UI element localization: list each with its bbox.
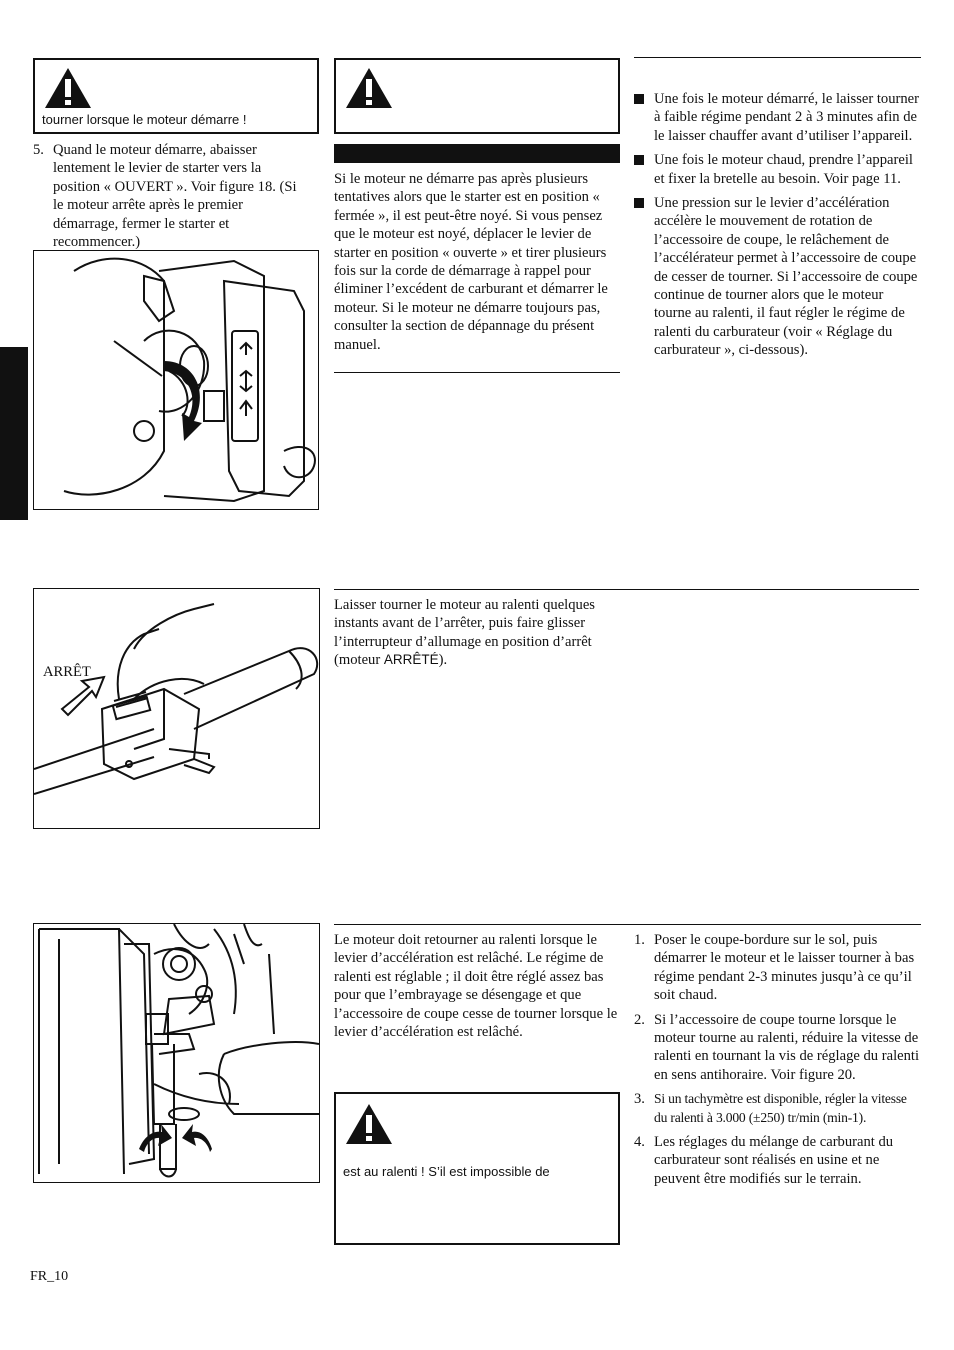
list-item: 2. Si l’accessoire de coupe tourne lorsque le moteur tourne au ralenti, réduire la vitesse de ralenti en tournant la vis de réglage du ralenti en sens antihoraire. Voir figure 20. (634, 1011, 920, 1083)
figure-20-idle-screw (33, 923, 320, 1183)
warm-up-list (634, 90, 921, 366)
divider (634, 57, 921, 58)
divider (334, 372, 620, 373)
bullet-square-icon (634, 155, 644, 165)
stop-engine-text: Laisser tourner le moteur au ralenti quelques instants avant de l’arrêter, puis faire glisser l’interrupteur d’allumage en position d’arrêt (moteur ARRÊTÉ). (334, 597, 595, 669)
list-item: 3. Si un tachymètre est disponible, régler la vitesse du ralenti à 3.000 (±250) tr/min (min-1). (634, 1091, 907, 1125)
figure-18-choke-lever (33, 250, 319, 510)
idle-adjust-text: Le moteur doit retourner au ralenti lorsque le levier d’accélération est relâché. Le régime de ralenti est réglable ; il doit être réglé assez bas pour que l’embrayage se désengage et que l’accessoire de coupe cesse de tourner lorsque le levier d’accélération est relâché. (334, 932, 618, 1041)
list-item: 1. Poser le coupe-bordure sur le sol, puis démarrer le moteur et le laisser tourner à bas régime pendant 2-3 minutes jusqu’à ce qu’il soit chaud. (634, 932, 915, 1004)
flooded-engine-text: Si le moteur ne démarre pas après plusieurs tentatives alors que le starter est en position « fermée », il est peut-être noyé. Si vous pensez que le moteur est noyé, déplacer le levier de starter en position « ouverte » et tirer plusieurs fois sur la corde de démarrage à rappel pour éliminer l’excédent de carburant et démarrer le moteur. Si le moteur ne démarre toujours pas, consulter la section de dépannage du présent manuel. (334, 171, 608, 353)
divider (334, 924, 921, 925)
list-item: Une fois le moteur chaud, prendre l’appareil et fixer la bretelle au besoin. Voir page 11. (634, 151, 921, 188)
list-item: Une pression sur le levier d’accélération accélère le mouvement de rotation de l’accessoire de coupe, le relâchement de l’accélérateur permet à l’accessoire de coupe de cesser de tourner. Si l’accessoire de coupe continue de tourner alors que le moteur tourne au ralenti, il faut régler le régime de ralenti du carburateur (voir « Réglage du carburateur », ci-dessous). (634, 194, 921, 360)
bullet-square-icon (634, 198, 644, 208)
warning-triangle-icon (344, 1102, 394, 1146)
list-item: 4. Les réglages du mélange de carburant du carburateur sont réalisés en usine et ne peuvent être modifiés sur le terrain. (634, 1134, 894, 1187)
idle-screw-illustration (34, 924, 320, 1183)
side-tab (0, 347, 28, 520)
list-item: 5. Quand le moteur démarre, abaisser lentement le levier de starter vers la position « OUVERT ». Voir figure 18. (Si le moteur arrête après le premier démarrage, fermer le starter et recommencer.) (33, 142, 297, 251)
engine-choke-illustration (34, 251, 319, 510)
warning-triangle-icon (43, 66, 93, 110)
step-5 (33, 141, 298, 257)
divider (334, 589, 919, 590)
bullet-square-icon (634, 94, 644, 104)
stop-label: ARRÊT (43, 664, 91, 680)
warning-triangle-icon (344, 66, 394, 110)
warning-text-1: tourner lorsque le moteur démarre ! (42, 112, 247, 127)
page-number: FR_10 (30, 1269, 69, 1284)
warning-text-3: est au ralenti ! S’il est impossible de (343, 1164, 550, 1179)
figure-19-stop-switch (33, 588, 320, 829)
warning-box-2 (334, 58, 620, 134)
warning-box-1 (33, 58, 319, 134)
stop-switch-illustration (34, 589, 320, 829)
section-header-bar (334, 144, 620, 163)
list-item: Une fois le moteur démarré, le laisser tourner à faible régime pendant 2 à 3 minutes afin de le laisser chauffer avant d’utiliser l’appareil. (634, 90, 921, 145)
carburetor-steps (634, 931, 921, 1194)
warning-box-3 (334, 1092, 620, 1245)
